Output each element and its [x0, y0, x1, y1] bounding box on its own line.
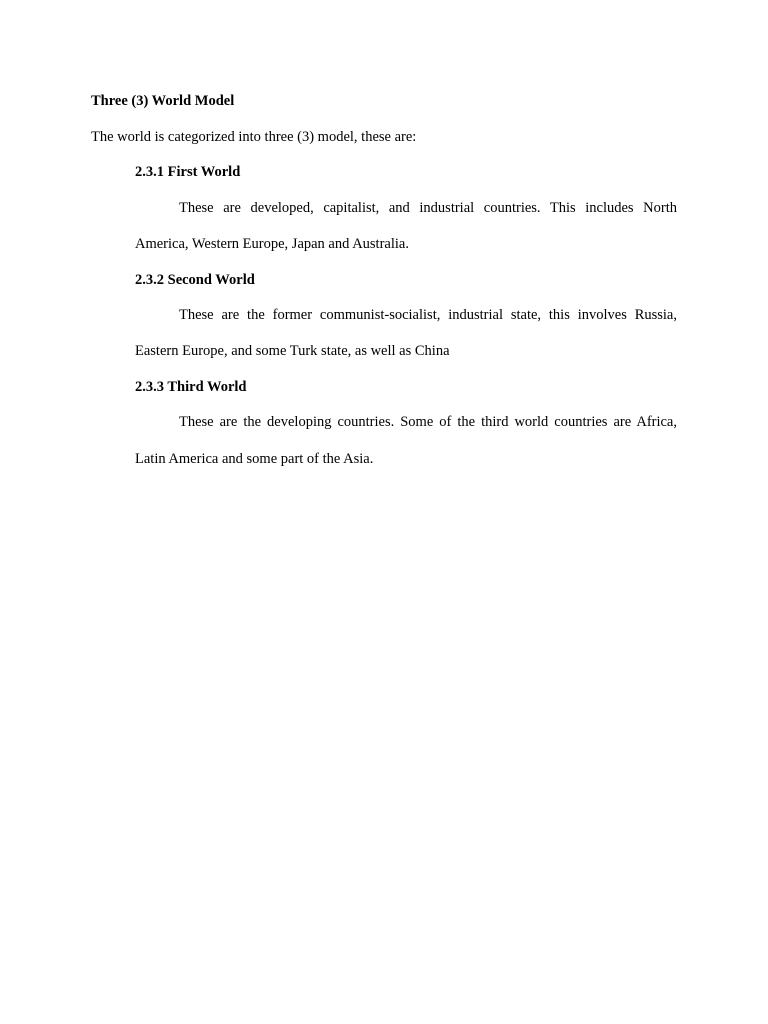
intro-paragraph: The world is categorized into three (3) model, these are:	[91, 129, 417, 145]
third-world-paragraph-line-1: These are the developing countries. Some of the third world countries are Africa,	[179, 414, 677, 430]
second-world-paragraph-line-1: These are the former communist-socialist, industrial state, this involves Russia,	[179, 307, 677, 323]
section-heading-first-world: 2.3.1 First World	[135, 164, 241, 180]
section-heading-second-world: 2.3.2 Second World	[135, 272, 255, 288]
second-world-paragraph-line-2: Eastern Europe, and some Turk state, as well as China	[135, 343, 450, 359]
document-title: Three (3) World Model	[91, 93, 235, 109]
section-heading-third-world: 2.3.3 Third World	[135, 379, 247, 395]
third-world-paragraph-line-2: Latin America and some part of the Asia.	[135, 451, 374, 467]
first-world-paragraph-line-2: America, Western Europe, Japan and Australia.	[135, 236, 409, 252]
first-world-paragraph-line-1: These are developed, capitalist, and industrial countries. This includes North	[179, 200, 677, 216]
